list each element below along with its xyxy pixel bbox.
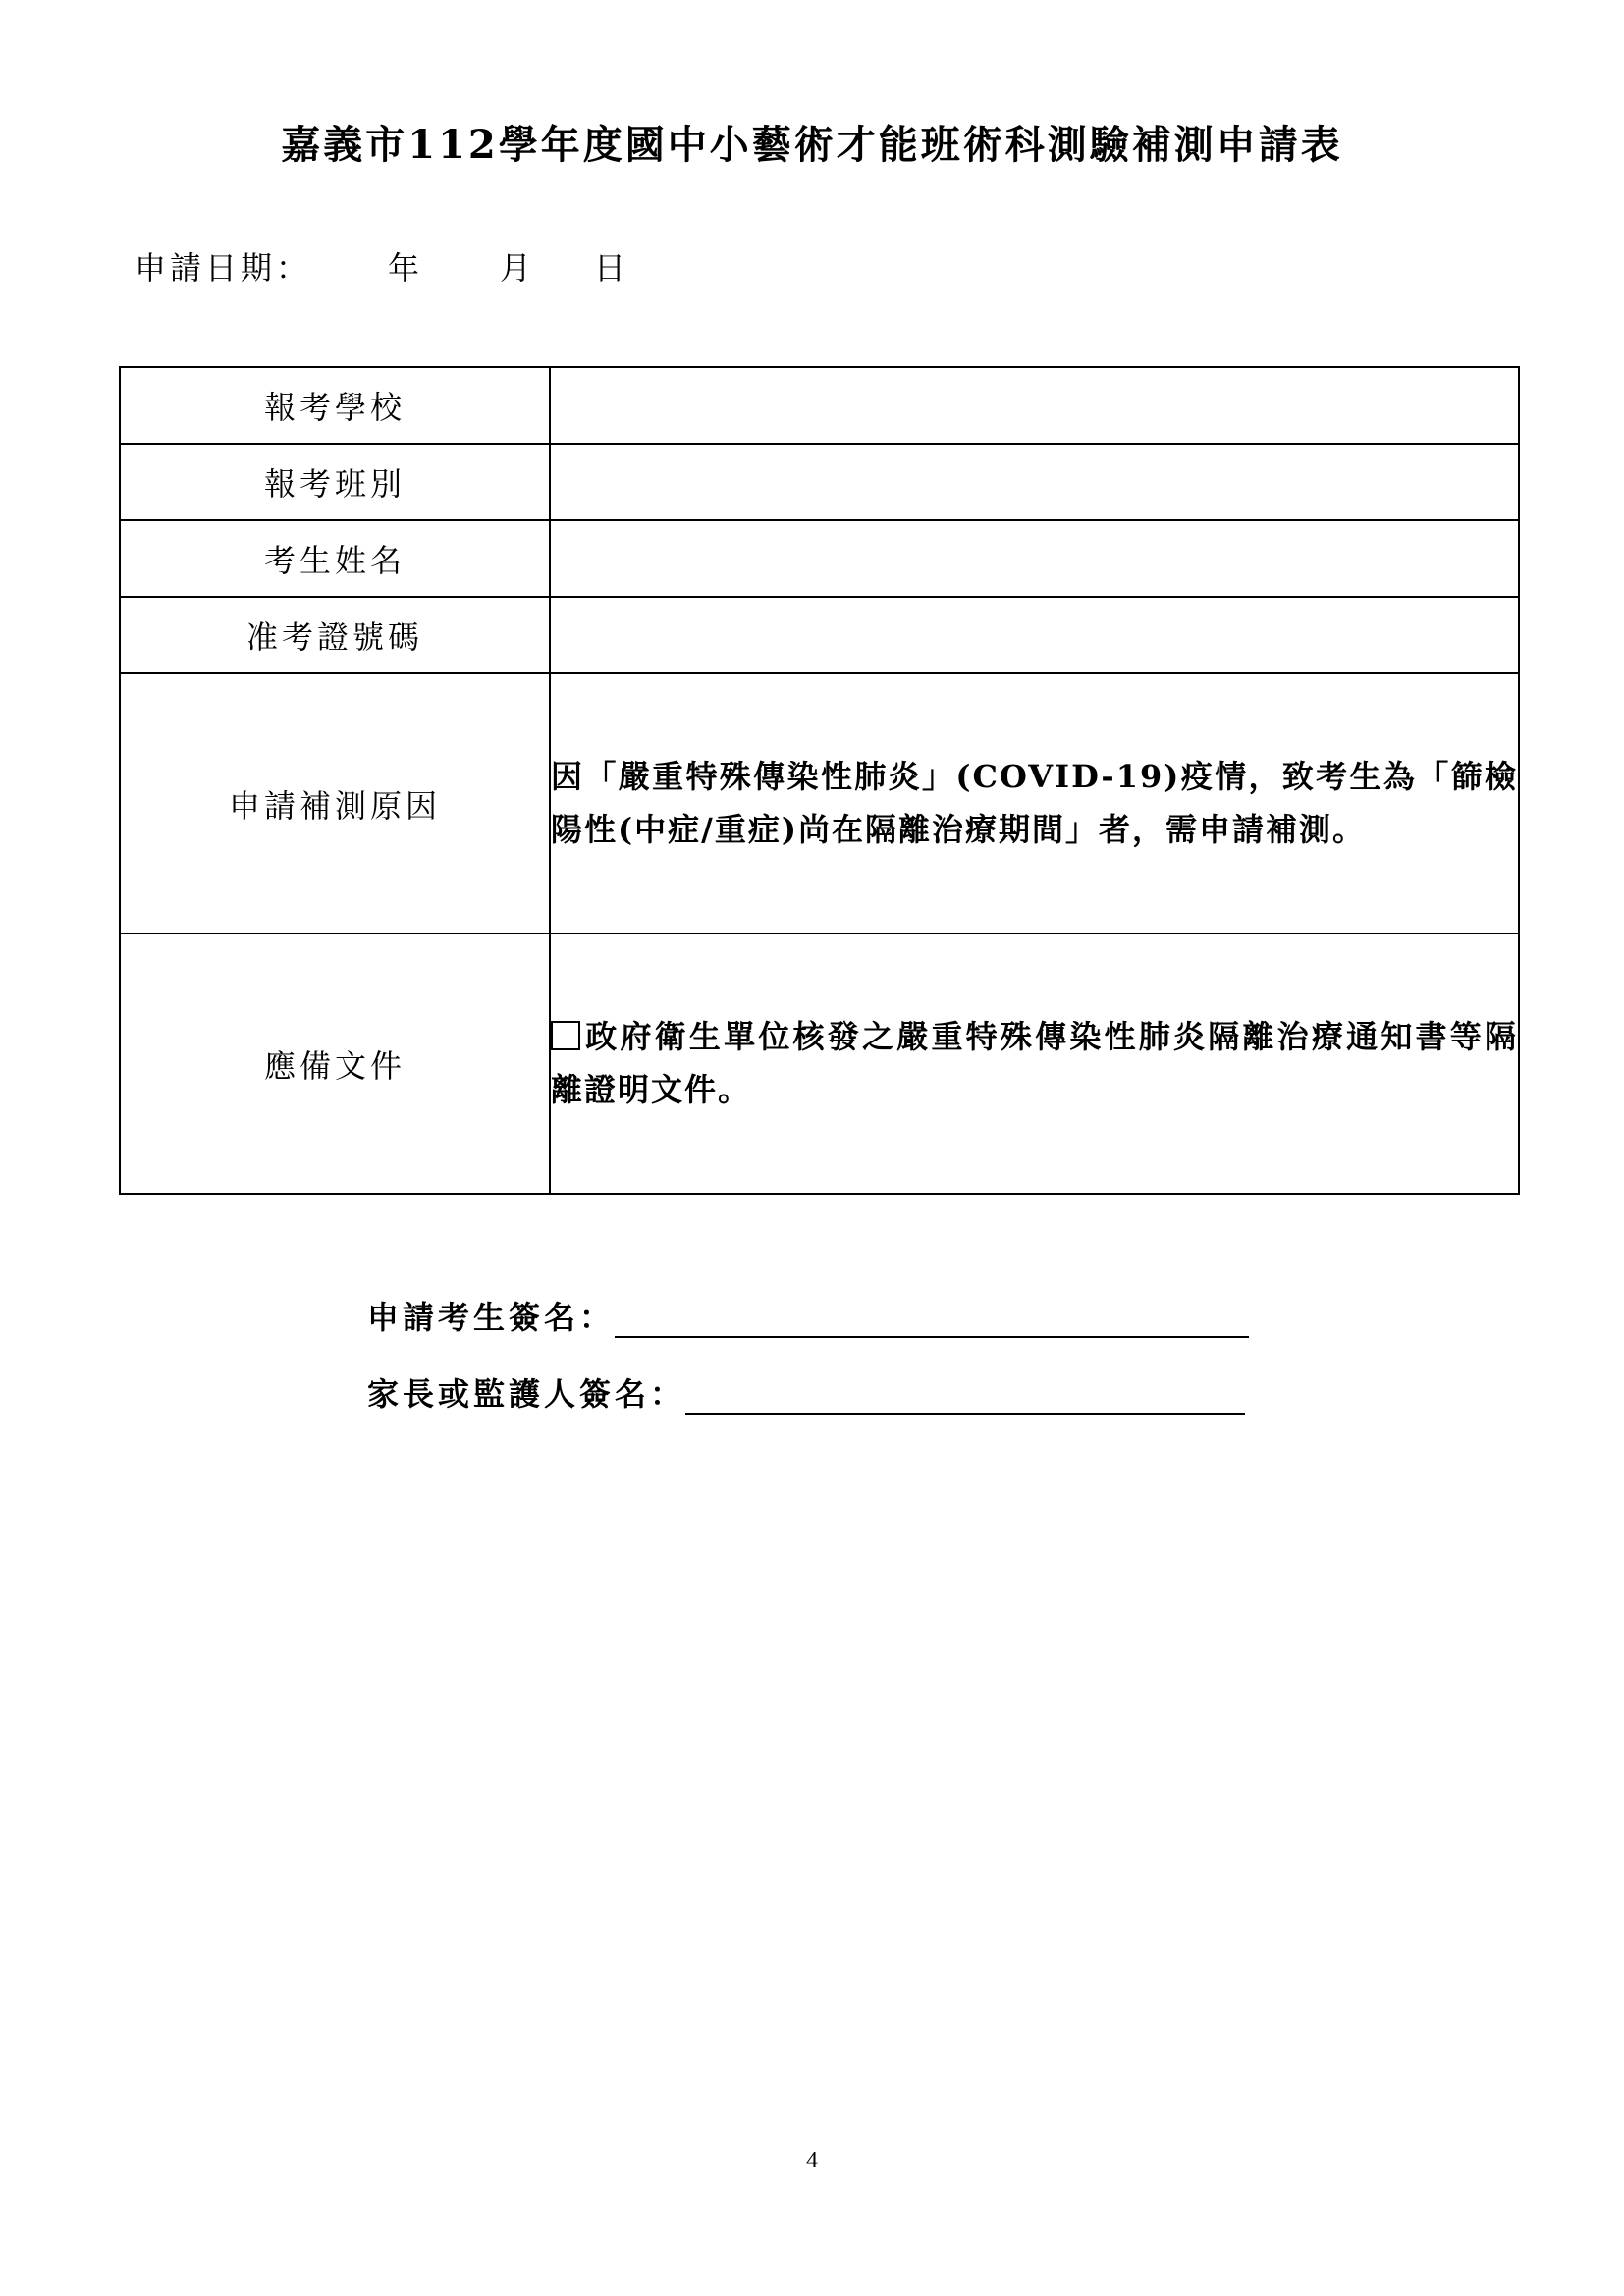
reason-text: 因「嚴重特殊傳染性肺炎」(COVID-19)疫情，致考生為「篩檢陽性(中症/重症)尚在隔離治療期間」者，需申請補測。 <box>551 757 1518 848</box>
student-signature-line[interactable] <box>615 1301 1249 1338</box>
class-label: 報考班別 <box>120 444 550 520</box>
school-field[interactable] <box>550 367 1519 444</box>
guardian-signature-line[interactable] <box>685 1377 1245 1415</box>
application-date <box>135 243 629 289</box>
form-row-name <box>120 520 1519 597</box>
application-date-label: 申請日期： <box>135 249 312 287</box>
admission-number-field[interactable] <box>550 597 1519 673</box>
class-field[interactable] <box>550 444 1519 520</box>
school-label: 報考學校 <box>120 367 550 444</box>
date-day-label: 日 <box>594 249 630 287</box>
form-title: 嘉義市112學年度國中小藝術才能班術科測驗補測申請表 <box>281 122 1343 168</box>
documents-cell <box>550 934 1519 1194</box>
student-signature <box>367 1293 1249 1338</box>
documents-checkbox[interactable] <box>551 1021 580 1050</box>
documents-text: 政府衛生單位核發之嚴重特殊傳染性肺炎隔離治療通知書等隔離證明文件。 <box>551 1017 1518 1108</box>
documents-item <box>551 1011 1518 1117</box>
admission-number-label: 准考證號碼 <box>120 597 550 673</box>
form-row-school <box>120 367 1519 444</box>
date-month-label: 月 <box>500 249 536 287</box>
date-year-label: 年 <box>388 249 424 287</box>
guardian-signature-label: 家長或監護人簽名： <box>367 1375 686 1413</box>
documents-label: 應備文件 <box>120 934 550 1194</box>
form-row-admission-number <box>120 597 1519 673</box>
reason-label: 申請補測原因 <box>120 673 550 934</box>
student-signature-label: 申請考生簽名： <box>367 1299 616 1336</box>
reason-cell <box>550 673 1519 934</box>
name-field[interactable] <box>550 520 1519 597</box>
application-form-table <box>119 366 1520 1195</box>
form-row-class <box>120 444 1519 520</box>
form-row-reason <box>120 673 1519 934</box>
page-number: 4 <box>806 2148 818 2173</box>
form-row-documents <box>120 934 1519 1194</box>
guardian-signature <box>367 1369 1245 1415</box>
name-label: 考生姓名 <box>120 520 550 597</box>
